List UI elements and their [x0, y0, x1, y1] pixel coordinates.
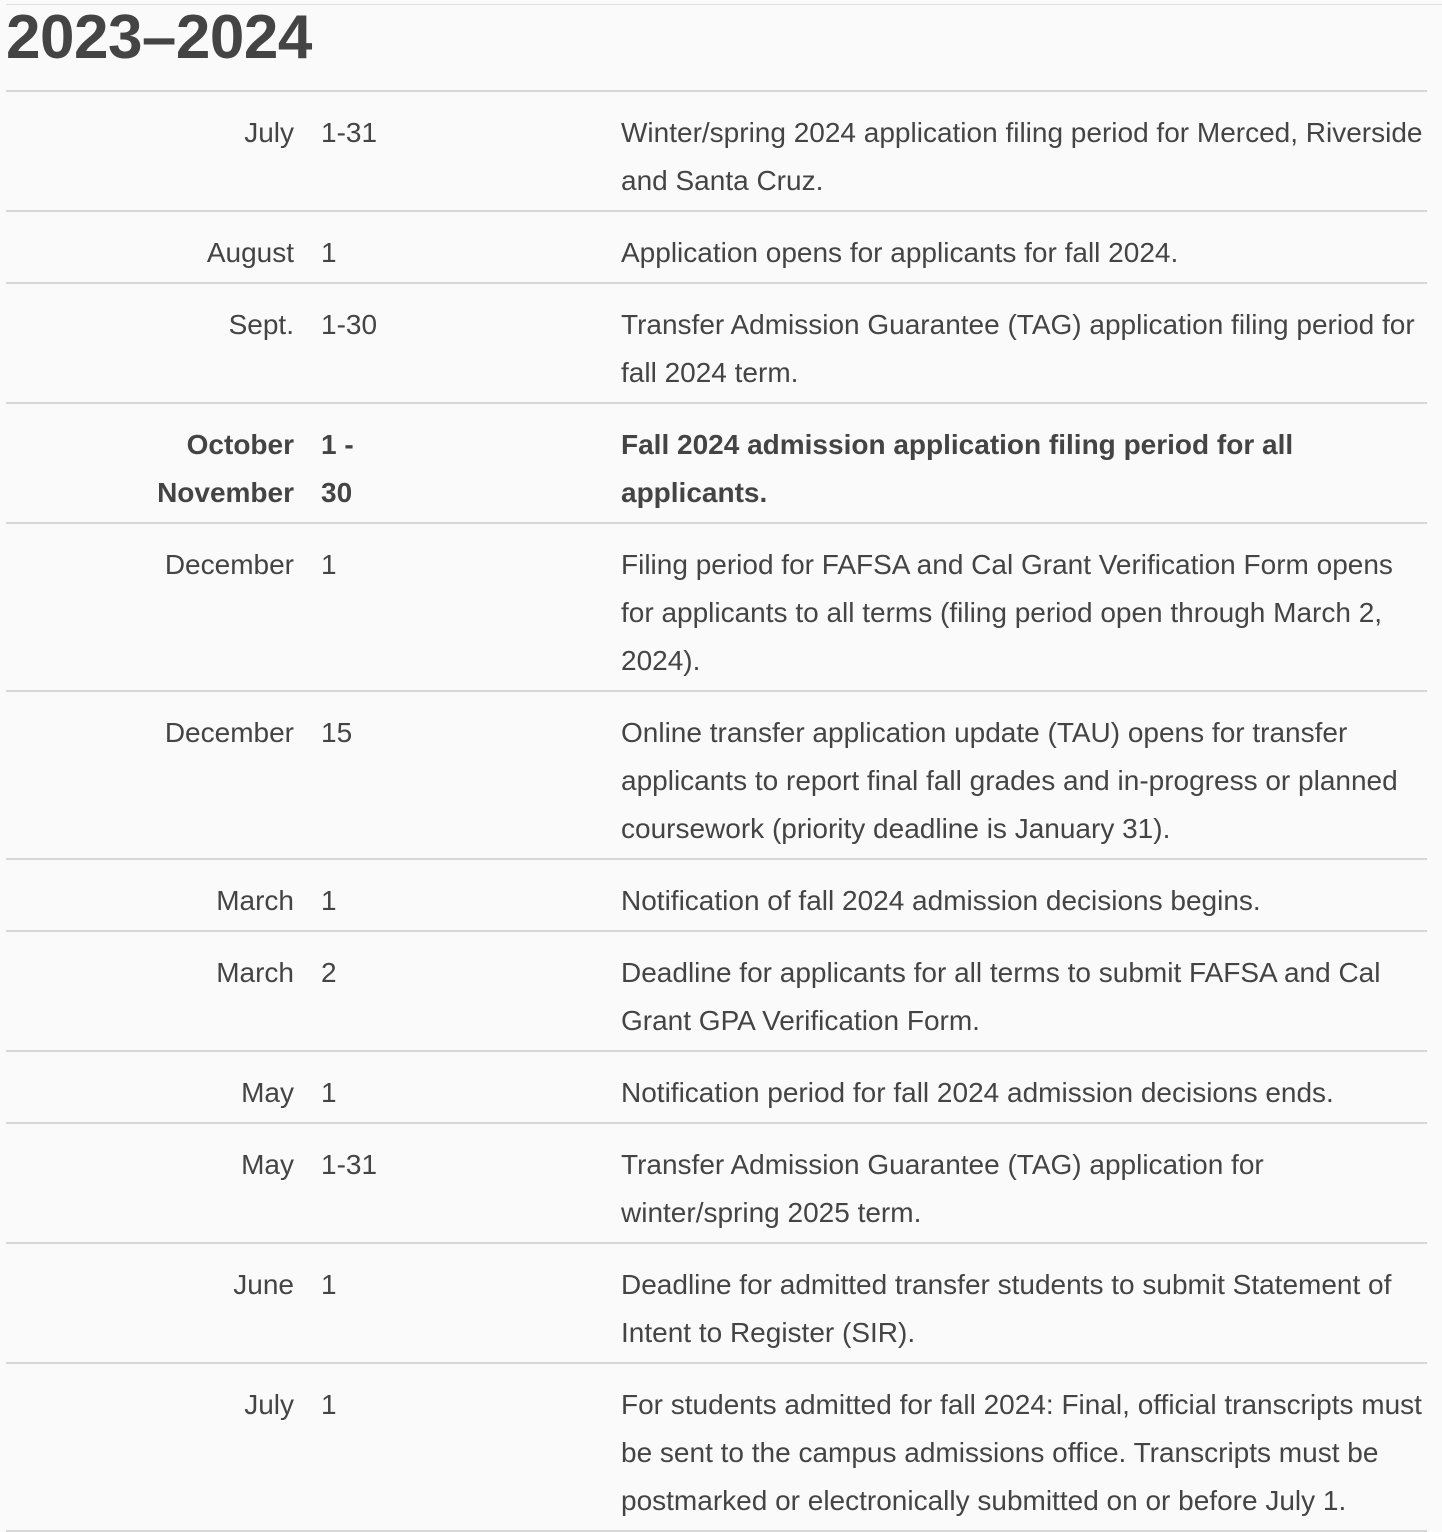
event-cell: Transfer Admission Guarantee (TAG) application for winter/spring 2025 term.: [621, 1123, 1427, 1243]
table-row: [6, 91, 1427, 211]
page-title: 2023–2024: [6, 3, 312, 72]
day-cell: 1: [294, 859, 621, 931]
table-row: [6, 1123, 1427, 1243]
table-row-highlighted: [6, 403, 1427, 523]
event-cell: Application opens for applicants for fall 2024.: [621, 211, 1427, 283]
day-cell-text: 1 - 30: [321, 429, 354, 508]
month-cell: March: [6, 931, 294, 1051]
day-cell: 1: [294, 1363, 621, 1531]
table-row: [6, 523, 1427, 691]
day-cell: 1-30: [294, 283, 621, 403]
event-cell: Notification period for fall 2024 admission decisions ends.: [621, 1051, 1427, 1123]
month-cell: June: [6, 1243, 294, 1363]
month-cell: May: [6, 1051, 294, 1123]
table-row: [6, 1243, 1427, 1363]
table-row: [6, 283, 1427, 403]
month-cell: May: [6, 1123, 294, 1243]
day-cell: [294, 403, 621, 523]
day-cell: 1: [294, 1243, 621, 1363]
table-row: [6, 1051, 1427, 1123]
event-cell: Filing period for FAFSA and Cal Grant Verification Form opens for applicants to all terms (filing period open through March 2, 2024).: [621, 523, 1427, 691]
month-cell-text: October November: [157, 429, 294, 508]
day-cell: 15: [294, 691, 621, 859]
calendar-body: [6, 91, 1427, 1531]
table-row: [6, 859, 1427, 931]
month-cell: [6, 403, 294, 523]
calendar-table: [6, 90, 1427, 1532]
day-cell: 1-31: [294, 1123, 621, 1243]
month-cell: July: [6, 1363, 294, 1531]
event-cell: Online transfer application update (TAU) opens for transfer applicants to report final fall grades and in-progress or planned coursework (priority deadline is January 31).: [621, 691, 1427, 859]
event-cell: Deadline for admitted transfer students to submit Statement of Intent to Register (SIR).: [621, 1243, 1427, 1363]
day-cell: 1-31: [294, 91, 621, 211]
month-cell: December: [6, 691, 294, 859]
day-cell: 2: [294, 931, 621, 1051]
event-cell: Notification of fall 2024 admission decisions begins.: [621, 859, 1427, 931]
event-cell: Fall 2024 admission application filing period for all applicants.: [621, 403, 1427, 523]
table-row: [6, 211, 1427, 283]
event-cell: Transfer Admission Guarantee (TAG) application filing period for fall 2024 term.: [621, 283, 1427, 403]
table-row: [6, 1363, 1427, 1531]
month-cell: March: [6, 859, 294, 931]
day-cell: 1: [294, 523, 621, 691]
day-cell: 1: [294, 211, 621, 283]
event-cell: Winter/spring 2024 application filing period for Merced, Riverside and Santa Cruz.: [621, 91, 1427, 211]
event-cell: For students admitted for fall 2024: Final, official transcripts must be sent to the campus admissions office. Transcripts must be postmarked or electronically submitted on or before July 1.: [621, 1363, 1427, 1531]
table-row: [6, 691, 1427, 859]
month-cell: July: [6, 91, 294, 211]
table-row: [6, 931, 1427, 1051]
month-cell: December: [6, 523, 294, 691]
day-cell: 1: [294, 1051, 621, 1123]
month-cell: August: [6, 211, 294, 283]
month-cell: Sept.: [6, 283, 294, 403]
event-cell: Deadline for applicants for all terms to submit FAFSA and Cal Grant GPA Verification Form.: [621, 931, 1427, 1051]
